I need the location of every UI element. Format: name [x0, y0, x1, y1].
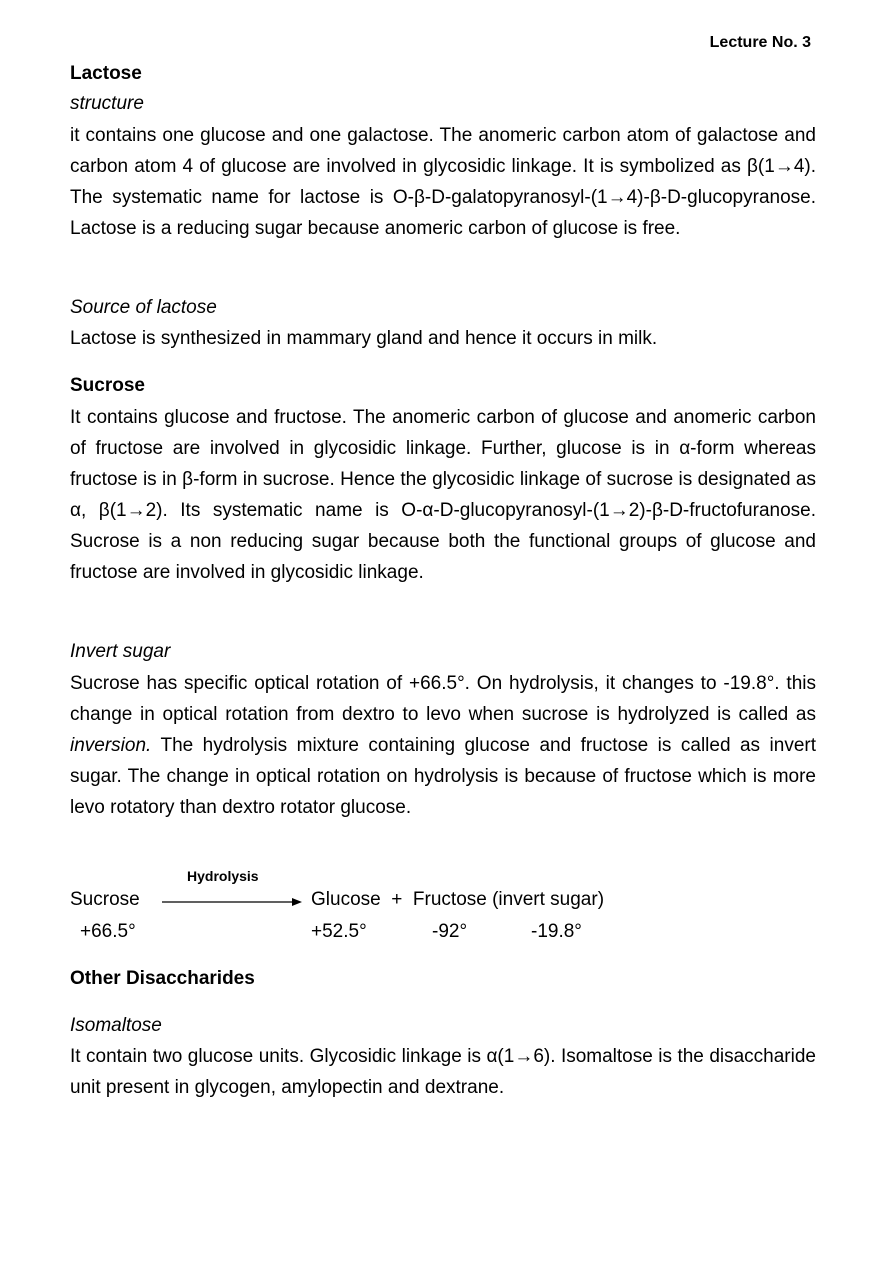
rotation-sucrose: +66.5°: [80, 921, 136, 942]
sucrose-paragraph: It contains glucose and fructose. The anomeric carbon of glucose and anomeric carbon of fructose are involved in glycosidic linkage. Further, glucose is in α-form whereas fructose is in β-form in sucrose. Hence the glycosidic linkage of sucrose is designated as α, β(1→2). Its systematic name is O-α-D-glucopyranosyl-(1→2)-β-D-fructofuranose. Sucrose is a non reducing sugar because both the functional groups of glucose and fructose are involved in glycosidic linkage.: [70, 407, 816, 583]
lactose-title: Lactose: [70, 63, 142, 84]
reaction-arrow-icon: [162, 895, 302, 909]
sucrose-title: Sucrose: [70, 375, 145, 396]
invert-sugar-heading: Invert sugar: [70, 641, 171, 662]
other-disaccharides-title: Other Disaccharides: [70, 968, 255, 989]
rotation-invert-sugar: -19.8°: [531, 921, 582, 942]
rotation-fructose: -92°: [432, 921, 468, 942]
isomaltose-heading: Isomaltose: [70, 1015, 162, 1036]
invert-text-after: The hydrolysis mixture containing glucose and fructose is called as invert sugar. The change in optical rotation on hydrolysis is because of fructose which is more levo rotatory than dextro rotator glucose.: [70, 735, 816, 818]
rotation-glucose: +52.5°: [311, 921, 367, 942]
reactant-sucrose: Sucrose: [70, 889, 140, 910]
lecture-number: Lecture No. 3: [709, 34, 811, 51]
invert-sugar-paragraph: [70, 668, 816, 823]
lactose-source-paragraph: Lactose is synthesized in mammary gland and hence it occurs in milk.: [70, 328, 658, 349]
lactose-structure-paragraph: it contains one glucose and one galactose. The anomeric carbon atom of galactose and carbon atom 4 of glucose are involved in glycosidic linkage. It is symbolized as β(1→4). The systematic name for lactose is O-β-D-galatopyranosyl-(1→4)-β-D-glucopyranose. Lactose is a reducing sugar because anomeric carbon of glucose is free.: [70, 125, 816, 239]
invert-text-before: Sucrose has specific optical rotation of +66.5°. On hydrolysis, it changes to -19.8°. this change in optical rotation from dextro to levo when sucrose is hydrolyzed is called as: [70, 673, 816, 725]
source-heading: Source of lactose: [70, 297, 217, 318]
hydrolysis-label: Hydrolysis: [187, 868, 259, 884]
reaction-products: Glucose + Fructose (invert sugar): [311, 889, 605, 910]
invert-text-italic: inversion.: [70, 735, 152, 756]
isomaltose-paragraph: It contain two glucose units. Glycosidic linkage is α(1→6). Isomaltose is the disaccharide unit present in glycogen, amylopectin and dextrane.: [70, 1046, 816, 1098]
structure-heading: structure: [70, 93, 144, 114]
